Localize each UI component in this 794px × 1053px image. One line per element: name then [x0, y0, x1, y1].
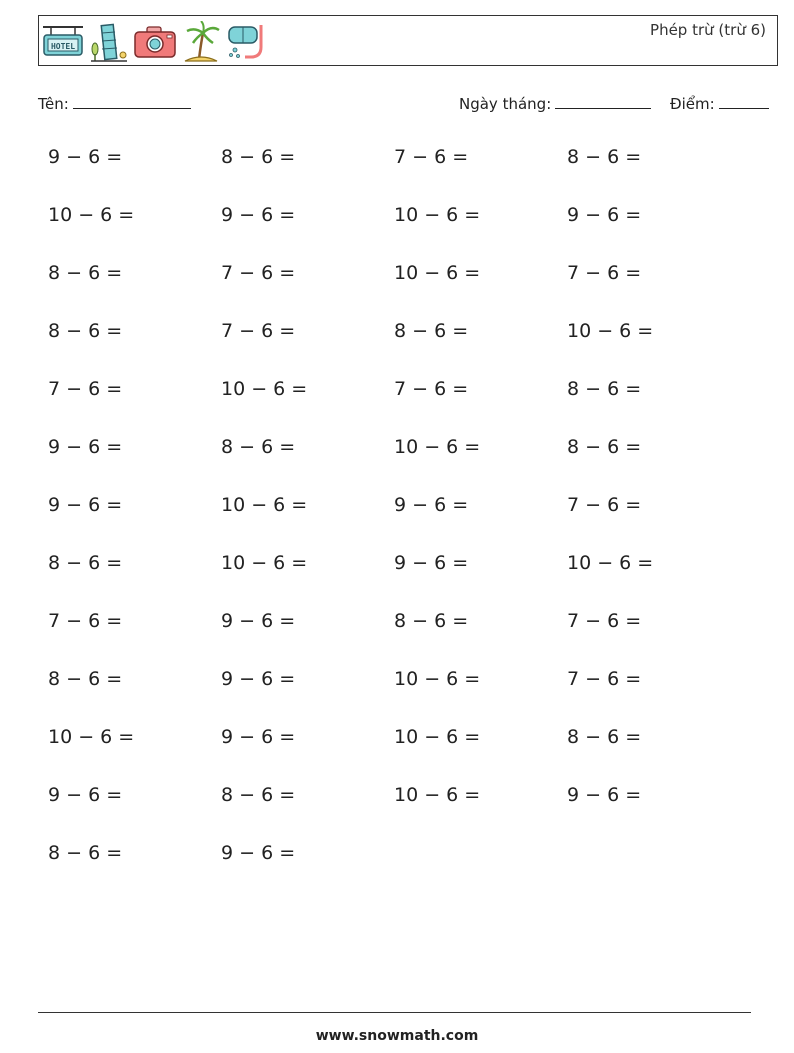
problem-item: 8 − 6 =: [394, 610, 469, 632]
problem-item: 8 − 6 =: [394, 320, 469, 342]
problem-item: 9 − 6 =: [221, 204, 296, 226]
problem-item: 9 − 6 =: [567, 784, 642, 806]
problem-item: 8 − 6 =: [48, 552, 123, 574]
problem-row: [48, 320, 748, 378]
score-field: [670, 94, 769, 113]
problem-item: 8 − 6 =: [567, 378, 642, 400]
problem-item: 7 − 6 =: [567, 668, 642, 690]
hotel-sign-text: HOTEL: [50, 42, 76, 51]
problem-item: 10 − 6 =: [394, 262, 481, 284]
problem-item: 8 − 6 =: [567, 726, 642, 748]
problem-item: 10 − 6 =: [48, 726, 135, 748]
worksheet-title: Phép trừ (trừ 6): [650, 21, 766, 39]
score-label: Điểm:: [670, 95, 715, 113]
problem-item: 9 − 6 =: [48, 146, 123, 168]
worksheet-header: [38, 15, 778, 66]
problem-item: 9 − 6 =: [221, 610, 296, 632]
problem-item: 8 − 6 =: [221, 784, 296, 806]
problem-item: 10 − 6 =: [394, 726, 481, 748]
problem-item: 9 − 6 =: [48, 494, 123, 516]
problem-item: 10 − 6 =: [221, 552, 308, 574]
problem-row: [48, 552, 748, 610]
problem-item: 7 − 6 =: [567, 262, 642, 284]
problem-item: 10 − 6 =: [567, 320, 654, 342]
problem-item: 8 − 6 =: [48, 262, 123, 284]
problem-item: 8 − 6 =: [48, 320, 123, 342]
camera-icon: [133, 24, 177, 60]
problem-row: [48, 146, 748, 204]
date-field: [459, 94, 651, 113]
problem-item: 7 − 6 =: [48, 610, 123, 632]
problem-item: 8 − 6 =: [221, 146, 296, 168]
palm-island-icon: [181, 21, 221, 63]
problem-row: [48, 784, 748, 842]
problem-item: 10 − 6 =: [567, 552, 654, 574]
problem-item: 9 − 6 =: [221, 668, 296, 690]
problem-item: 10 − 6 =: [394, 436, 481, 458]
problem-item: 7 − 6 =: [394, 146, 469, 168]
problem-row: [48, 842, 748, 900]
problem-item: 7 − 6 =: [48, 378, 123, 400]
problem-item: 9 − 6 =: [394, 494, 469, 516]
problem-item: 9 − 6 =: [394, 552, 469, 574]
problem-item: 8 − 6 =: [221, 436, 296, 458]
footer-divider: [38, 1012, 751, 1013]
problem-item: 9 − 6 =: [221, 726, 296, 748]
problem-item: 7 − 6 =: [567, 494, 642, 516]
problem-item: 9 − 6 =: [567, 204, 642, 226]
problem-item: 9 − 6 =: [48, 784, 123, 806]
name-blank[interactable]: [73, 94, 191, 109]
name-field: [38, 94, 191, 113]
problem-item: 7 − 6 =: [221, 320, 296, 342]
leaning-tower-icon: [89, 21, 129, 63]
problem-item: 10 − 6 =: [221, 378, 308, 400]
problem-item: 7 − 6 =: [394, 378, 469, 400]
problem-item: 7 − 6 =: [567, 610, 642, 632]
footer-url: www.snowmath.com: [315, 1028, 479, 1044]
problem-item: 8 − 6 =: [567, 436, 642, 458]
problem-item: 10 − 6 =: [394, 668, 481, 690]
problem-row: [48, 668, 748, 726]
problem-item: 8 − 6 =: [48, 842, 123, 864]
header-icons: [41, 21, 269, 63]
problem-row: [48, 726, 748, 784]
hotel-sign-icon: [41, 23, 85, 61]
problem-grid: [48, 146, 748, 900]
problem-row: [48, 436, 748, 494]
problem-row: [48, 204, 748, 262]
problem-row: [48, 378, 748, 436]
snorkel-mask-icon: [225, 23, 269, 61]
problem-item: 10 − 6 =: [48, 204, 135, 226]
problem-item: 7 − 6 =: [221, 262, 296, 284]
score-blank[interactable]: [719, 94, 769, 109]
problem-item: 10 − 6 =: [221, 494, 308, 516]
problem-row: [48, 610, 748, 668]
problem-row: [48, 494, 748, 552]
problem-row: [48, 262, 748, 320]
date-label: Ngày tháng:: [459, 95, 552, 113]
problem-item: 10 − 6 =: [394, 784, 481, 806]
name-label: Tên:: [38, 95, 69, 113]
problem-item: 9 − 6 =: [48, 436, 123, 458]
problem-item: 8 − 6 =: [48, 668, 123, 690]
problem-item: 10 − 6 =: [394, 204, 481, 226]
problem-item: 9 − 6 =: [221, 842, 296, 864]
problem-item: 8 − 6 =: [567, 146, 642, 168]
date-blank[interactable]: [555, 94, 651, 109]
